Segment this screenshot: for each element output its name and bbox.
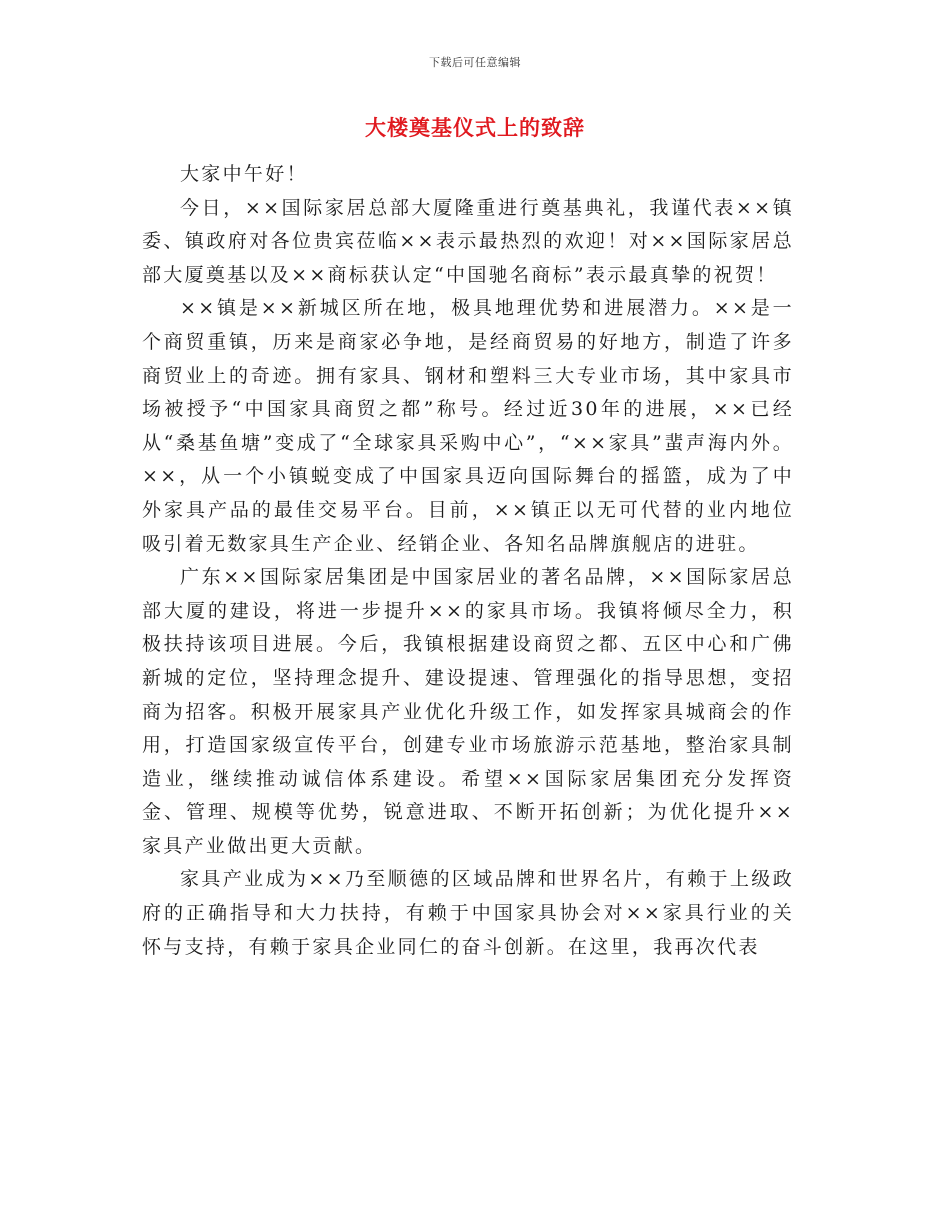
- paragraph-thanks: 家具产业成为××乃至顺德的区域品牌和世界名片，有赖于上级政府的正确指导和大力扶持，有赖于中国家具协会对××家具行业的关怀与支持，有赖于家具企业同仁的奋斗创新。在这里，我再次代表: [142, 868, 794, 958]
- document-body: [142, 158, 794, 964]
- document-title: 大楼奠基仪式上的致辞: [365, 115, 585, 140]
- paragraph-town-intro: ××镇是××新城区所在地，极具地理优势和进展潜力。××是一个商贸重镇，历来是商家必争地，是经商贸易的好地方，制造了许多商贸业上的奇迹。拥有家具、钢材和塑料三大专业市场，其中家具市场被授予“中国家具商贸之都”称号。经过近30年的进展，××已经从“桑基鱼塘”变成了“全球家具采购中心”，“××家具”蜚声海内外。××，从一个小镇蜕变成了中国家具迈向国际舞台的摇篮，成为了中外家具产品的最佳交易平台。目前，××镇正以无可代替的业内地位吸引着无数家具生产企业、经销企业、各知名品牌旗舰店的进驻。: [142, 297, 794, 555]
- header-note: 下载后可任意编辑: [429, 56, 521, 69]
- paragraph-welcome: 今日，××国际家居总部大厦隆重进行奠基典礼，我谨代表××镇委、镇政府对各位贵宾莅临××表示最热烈的欢迎！对××国际家居总部大厦奠基以及××商标获认定“中国驰名商标”表示最真挚的祝贺！: [142, 196, 794, 286]
- paragraph-greeting: 大家中午好！: [180, 163, 308, 185]
- paragraph-group-support: 广东××国际家居集团是中国家居业的著名品牌，××国际家居总部大厦的建设，将进一步提升××的家具市场。我镇将倾尽全力，积极扶持该项目进展。今后，我镇根据建设商贸之都、五区中心和广佛新城的定位，坚持理念提升、建设提速、管理强化的指导思想，变招商为招客。积极开展家具产业优化升级工作，如发挥家具城商会的作用，打造国家级宣传平台，创建专业市场旅游示范基地，整治家具制造业，继续推动诚信体系建设。希望××国际家居集团充分发挥资金、管理、规模等优势，锐意进取、不断开拓创新；为优化提升××家具产业做出更大贡献。: [142, 566, 794, 857]
